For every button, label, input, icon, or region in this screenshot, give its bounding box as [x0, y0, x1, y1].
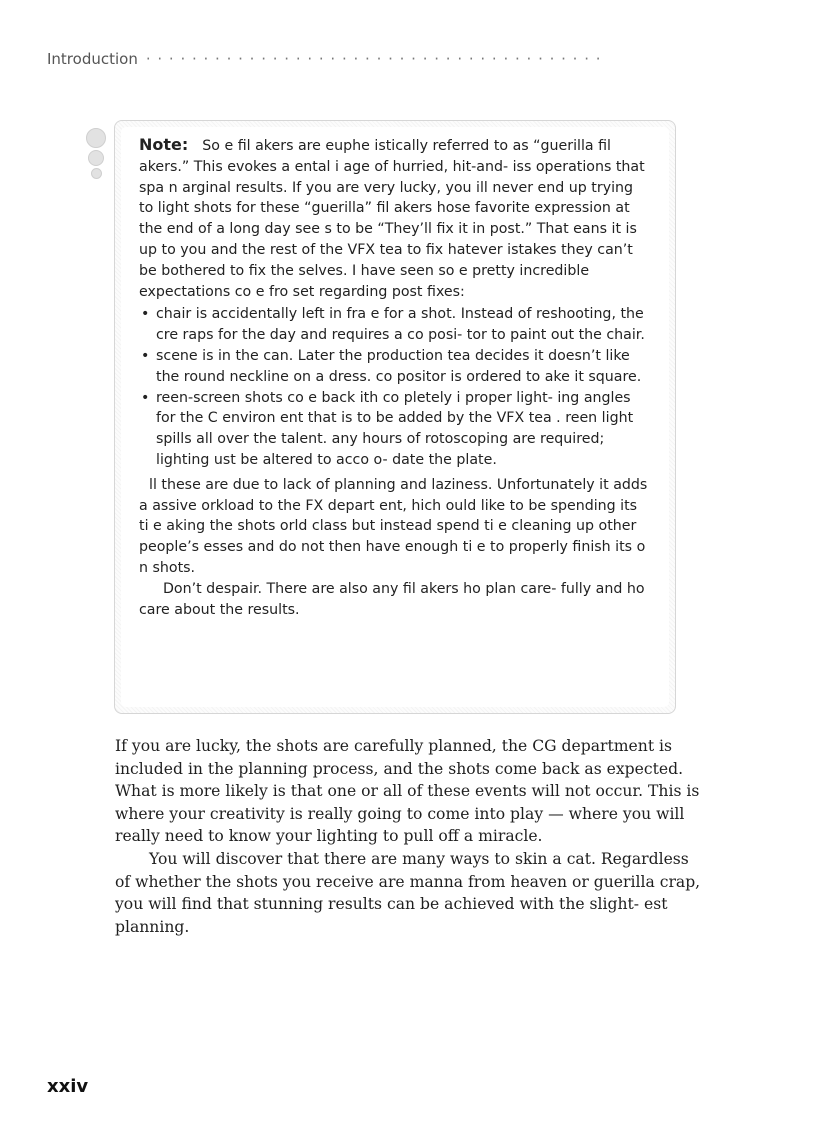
note-label: Note: — [139, 135, 189, 154]
note-content — [121, 127, 669, 707]
note-paragraph-3: Don’t despair. There are also any fil akers ho plan care- fully and ho care about the results. — [139, 580, 645, 618]
page-number: xxiv — [47, 1076, 89, 1097]
body-paragraph-1: If you are lucky, the shots are carefully planned, the CG department is included in the planning process, and the shots come back as expected. What is more likely is that one or all of these events will not occur. This is where your creativity is really going to come into play — where you will really need to know your lighting to pull off a miracle. — [115, 737, 700, 846]
body-text — [115, 735, 705, 938]
note-bubbles-icon — [86, 128, 106, 188]
leader-dots: · · · · · · · · · · · · · · · · · · · · · · · · · · · · · · · · · · · · · · · · — [145, 50, 602, 68]
note-intro-text: So e fil akers are euphe istically referred to as “guerilla fil akers.” This evokes a ental i age of hurried, hit-and- iss operations that spa n arginal results. If you are very lucky, you ill never end up trying to light shots for these “guerilla” fil akers hose favorite expression at the end of a long day see s to be “They’ll fix it in post.” That eans it is up to you and the rest of the VFX tea to fix hatever istakes they can’t be bothered to fix the selves. I have seen so e pretty incredible expectations co e fro set regarding post fixes: — [139, 138, 645, 300]
note-intro — [139, 135, 651, 302]
body-paragraph-2: You will discover that there are many ways to skin a cat. Regardless of whether the shots you receive are manna from heaven or guerilla crap, you will find that stunning results can be achieved with the slight- est planning. — [115, 849, 701, 936]
note-paragraph-2: ll these are due to lack of planning and laziness. Unfortunately it adds a assive orkload to the FX depart ent, hich ould like to be spending its ti e aking the shots orld class but instead spend ti e cleaning up other people’s esses and do not then have enough ti e to properly finish its o n shots. — [139, 476, 648, 576]
note-box — [114, 120, 676, 714]
note-bullet-list — [139, 304, 651, 470]
section-title: Introduction — [47, 50, 138, 68]
running-header — [47, 50, 757, 72]
list-item: • chair is accidentally left in fra e for a shot. Instead of reshooting, the cre raps for the day and requires a co posi- tor to paint out the chair. — [139, 304, 651, 346]
list-item: • reen-screen shots co e back ith co pletely i proper light- ing angles for the C environ ent that is to be added by the VFX tea . reen light spills all over the talent. any hours of rotoscoping are required; lighting ust be altered to acco o- date the plate. — [139, 388, 651, 471]
list-item: • scene is in the can. Later the production tea decides it doesn’t like the round neckline on a dress. co positor is ordered to ake it square. — [139, 346, 651, 388]
